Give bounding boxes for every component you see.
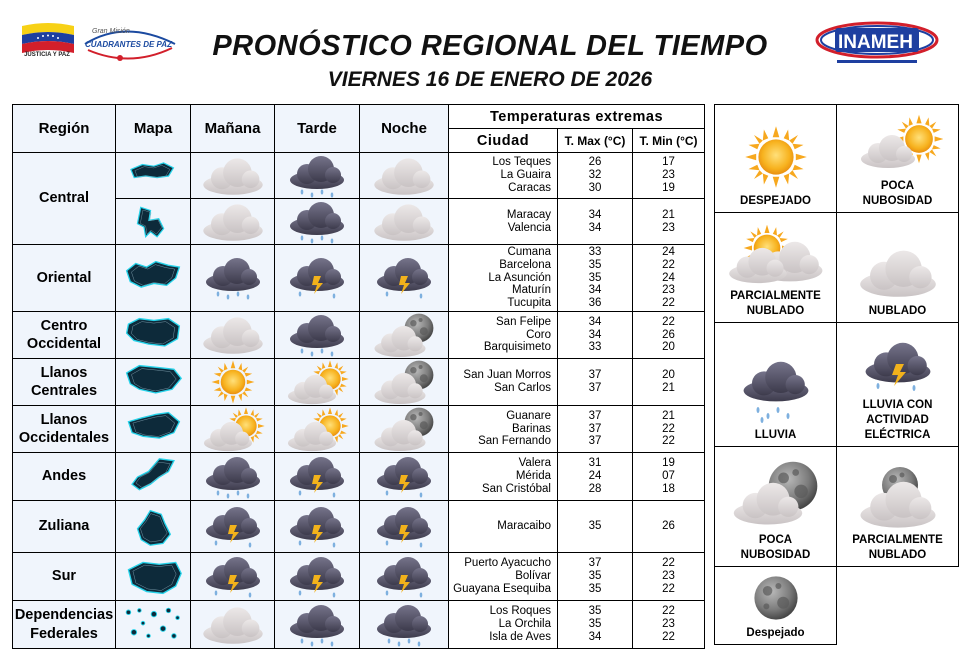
venezuela-flag-logo (18, 20, 78, 65)
legend-partly-cloudy-icon (724, 225, 828, 285)
region-map (121, 204, 185, 240)
region-name: Llanos Occidentales (13, 406, 116, 453)
region-map (120, 605, 186, 645)
legend-label: Despejado (746, 627, 805, 639)
legend-item (715, 213, 837, 323)
tmin-values: 22 26 20 (633, 312, 705, 359)
justicia-y-paz-label: JUSTICIA Y PAZ (24, 52, 70, 58)
region-name: Oriental (13, 245, 116, 312)
legend-moon-icon (747, 574, 805, 622)
legend-cloudy-icon (856, 246, 940, 300)
morning-sun-cloud-icon (198, 406, 268, 452)
col-header-morning: Mañana (191, 105, 275, 153)
tmin-values: 26 (633, 501, 705, 553)
table-row (13, 199, 705, 245)
tmax-values: 37 35 35 (558, 553, 633, 601)
col-header-region: Región (13, 105, 116, 153)
night-storm-icon (371, 555, 437, 599)
page-title: PRONÓSTICO REGIONAL DEL TIEMPO (212, 30, 768, 62)
region-map (120, 557, 186, 597)
legend-moon-cloud-icon (728, 459, 824, 529)
morning-cloudy-icon (200, 315, 266, 355)
afternoon-rain-icon (284, 603, 350, 647)
morning-rain-icon (200, 455, 266, 499)
legend-item (837, 105, 959, 213)
tmin-values: 21 23 (633, 199, 705, 245)
night-cloudy-icon (371, 202, 437, 242)
legend-label: POCA NUBOSIDAD (862, 180, 933, 207)
col-header-map: Mapa (116, 105, 191, 153)
morning-storm-icon (200, 555, 266, 599)
city-list: Maracaibo (449, 501, 558, 553)
tmax-values: 33 35 35 34 36 (558, 245, 633, 312)
afternoon-sun-cloud-icon (282, 406, 352, 452)
legend-rain-icon (736, 354, 816, 424)
col-header-extreme-temps: Temperaturas extremas (449, 105, 705, 129)
table-row (13, 312, 705, 359)
tmax-values: 37 37 37 (558, 406, 633, 453)
night-moon-cloud-icon (369, 359, 439, 405)
gran-mision-label: Gran Misión (92, 28, 130, 35)
legend-empty (837, 567, 959, 645)
header (0, 0, 960, 100)
city-list: Valera Mérida San Cristóbal (449, 453, 558, 501)
afternoon-rain-icon (284, 313, 350, 357)
tmax-values: 35 (558, 501, 633, 553)
inameh-label: INAMEH (838, 32, 913, 53)
legend-item (837, 447, 959, 567)
city-list: San Juan Morros San Carlos (449, 359, 558, 406)
region-map (120, 409, 186, 449)
legend-label: POCA NUBOSIDAD (740, 534, 811, 561)
afternoon-storm-icon (284, 505, 350, 549)
night-moon-cloud-icon (369, 406, 439, 452)
tmin-values: 20 21 (633, 359, 705, 406)
tmax-values: 34 34 33 (558, 312, 633, 359)
region-map (120, 258, 186, 298)
legend-item (715, 323, 837, 447)
morning-rain-icon (200, 256, 266, 300)
table-row (13, 245, 705, 312)
city-list: Maracay Valencia (449, 199, 558, 245)
morning-cloudy-icon (200, 156, 266, 196)
region-name: Central (13, 153, 116, 245)
forecast-table (12, 104, 705, 649)
col-header-tmax: T. Max (°C) (558, 129, 633, 153)
table-row (13, 406, 705, 453)
night-cloudy-icon (371, 156, 437, 196)
page-date: VIERNES 16 DE ENERO DE 2026 (327, 68, 653, 91)
morning-cloudy-icon (200, 605, 266, 645)
legend-item (715, 105, 837, 213)
legend-label: PARCIALMENTE NUBLADO (730, 290, 821, 317)
afternoon-rain-icon (284, 154, 350, 198)
tmin-values: 19 07 18 (633, 453, 705, 501)
legend-sun-cloud-icon (853, 113, 943, 175)
city-list: Los Teques La Guaira Caracas (449, 153, 558, 199)
legend-moon-partly-icon (850, 465, 946, 529)
table-row (13, 453, 705, 501)
tmin-values: 22 23 22 (633, 553, 705, 601)
tmin-values: 17 23 19 (633, 153, 705, 199)
table-row (13, 553, 705, 601)
legend-label: LLUVIA CON ACTIVIDAD ELÉCTRICA (862, 399, 933, 441)
col-header-night: Noche (360, 105, 449, 153)
legend-item (715, 447, 837, 567)
morning-storm-icon (200, 505, 266, 549)
city-list: San Felipe Coro Barquisimeto (449, 312, 558, 359)
legend-label: DESPEJADO (740, 195, 811, 207)
city-list: Guanare Barinas San Fernando (449, 406, 558, 453)
region-name: Zuliana (13, 501, 116, 553)
night-storm-icon (371, 455, 437, 499)
morning-cloudy-icon (200, 202, 266, 242)
cuadrantes-label: CUADRANTES DE PAZ (85, 40, 172, 49)
tmin-values: 24 22 24 23 22 (633, 245, 705, 312)
night-rain-icon (371, 603, 437, 647)
afternoon-storm-icon (284, 256, 350, 300)
city-list: Puerto Ayacucho Bolívar Guayana Esequiba (449, 553, 558, 601)
region-map (120, 457, 186, 497)
legend-storm-icon (858, 338, 938, 394)
night-storm-icon (371, 256, 437, 300)
region-name: Centro Occidental (13, 312, 116, 359)
afternoon-storm-icon (284, 555, 350, 599)
legend-item (715, 567, 837, 645)
legend-table (714, 104, 959, 645)
region-name: Sur (13, 553, 116, 601)
afternoon-sun-cloud-icon (282, 359, 352, 405)
region-map (120, 315, 186, 355)
legend-item (837, 213, 959, 323)
city-list: Los Roques La Orchila Isla de Aves (449, 601, 558, 649)
night-moon-cloud-icon (369, 312, 439, 358)
afternoon-storm-icon (284, 455, 350, 499)
tmin-values: 22 23 22 (633, 601, 705, 649)
tmax-values: 35 35 34 (558, 601, 633, 649)
table-row (13, 501, 705, 553)
col-header-afternoon: Tarde (275, 105, 360, 153)
legend-item (837, 323, 959, 447)
region-name: Dependencias Federales (13, 601, 116, 649)
region-map (120, 362, 186, 402)
legend-sun-icon (743, 124, 809, 190)
region-map (120, 507, 186, 547)
table-row (13, 359, 705, 406)
tmax-values: 26 32 30 (558, 153, 633, 199)
tmax-values: 37 37 (558, 359, 633, 406)
region-map (121, 158, 185, 194)
city-list: Cumana Barcelona La Asunción Maturín Tucupita (449, 245, 558, 312)
table-row (13, 153, 705, 199)
col-header-tmin: T. Min (°C) (633, 129, 705, 153)
region-name: Llanos Centrales (13, 359, 116, 406)
morning-sun-icon (208, 359, 258, 405)
col-header-city: Ciudad (449, 129, 558, 153)
legend-label: PARCIALMENTE NUBLADO (852, 534, 943, 561)
afternoon-rain-icon (284, 200, 350, 244)
tmin-values: 21 22 22 (633, 406, 705, 453)
tmax-values: 31 24 28 (558, 453, 633, 501)
legend-label: NUBLADO (868, 305, 927, 317)
legend-label: LLUVIA (754, 429, 797, 441)
region-name: Andes (13, 453, 116, 501)
table-row (13, 601, 705, 649)
night-storm-icon (371, 505, 437, 549)
tmax-values: 34 34 (558, 199, 633, 245)
